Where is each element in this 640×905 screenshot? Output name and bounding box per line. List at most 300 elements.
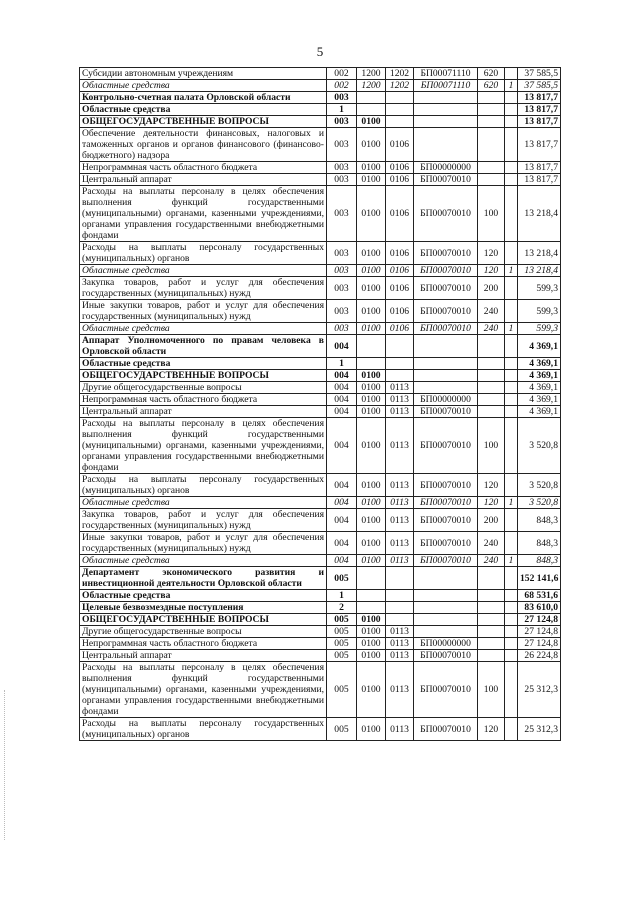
row-code-expense-type: [478, 626, 505, 638]
row-code-fund: [505, 358, 518, 370]
table-row: [80, 614, 561, 626]
row-code-target: БП00070010: [414, 662, 478, 718]
row-code-fund: 1: [505, 323, 518, 335]
row-code-expense-type: 620: [478, 80, 505, 92]
table-row: [80, 80, 561, 92]
table-row: [80, 567, 561, 590]
row-code-section: 1200: [357, 80, 386, 92]
row-code-subsection: [386, 567, 414, 590]
row-code-expense-type: [478, 638, 505, 650]
row-code-section: [357, 567, 386, 590]
row-sum: 4 369,1: [518, 358, 561, 370]
row-sum: 599,3: [518, 300, 561, 323]
table-row: [80, 323, 561, 335]
row-code-fund: 1: [505, 265, 518, 277]
row-code-target: БП00070010: [414, 242, 478, 265]
row-code-target: БП00070010: [414, 509, 478, 532]
table-row: [80, 335, 561, 358]
row-code-target: [414, 626, 478, 638]
row-code-subsection: 0113: [386, 532, 414, 555]
row-sum: 13 817,7: [518, 174, 561, 186]
row-code-target: БП00070010: [414, 277, 478, 300]
row-name: Расходы на выплаты персоналу в целях обеспечения выполнения функций государственными (муниципальными) органами, казенными учреждениями, органами управления государственными внебюджетными фондами: [80, 662, 327, 718]
row-name: Областные средства: [80, 590, 327, 602]
row-code-expense-type: 120: [478, 265, 505, 277]
row-sum: 37 585,5: [518, 80, 561, 92]
row-code-target: [414, 590, 478, 602]
table-row: [80, 474, 561, 497]
row-code-section: 0100: [357, 555, 386, 567]
row-code-fund: [505, 509, 518, 532]
table-row: [80, 370, 561, 382]
row-code-target: БП00071110: [414, 80, 478, 92]
row-code-target: [414, 614, 478, 626]
table-row: [80, 638, 561, 650]
row-code-expense-type: [478, 128, 505, 162]
row-code-section: 0100: [357, 186, 386, 242]
row-code-target: [414, 335, 478, 358]
row-code-expense-type: [478, 382, 505, 394]
row-code-section: 0100: [357, 406, 386, 418]
row-code-target: [414, 358, 478, 370]
row-code-subsection: [386, 92, 414, 104]
row-code-fund: [505, 614, 518, 626]
table-row: [80, 497, 561, 509]
row-code-fund: [505, 128, 518, 162]
row-code-expense-type: [478, 358, 505, 370]
row-code-subsection: [386, 602, 414, 614]
row-code-fund: [505, 382, 518, 394]
row-code-section: 0100: [357, 128, 386, 162]
row-code-section: 0100: [357, 509, 386, 532]
table-row: [80, 300, 561, 323]
row-name: Другие общегосударственные вопросы: [80, 626, 327, 638]
row-code-fund: [505, 650, 518, 662]
row-sum: 68 531,6: [518, 590, 561, 602]
table-row: [80, 358, 561, 370]
row-code-fund: [505, 174, 518, 186]
row-code-subsection: 0113: [386, 509, 414, 532]
row-code-section: [357, 104, 386, 116]
row-code-admin: 1: [327, 358, 357, 370]
table-row: [80, 602, 561, 614]
row-code-subsection: 1202: [386, 68, 414, 80]
row-code-fund: [505, 277, 518, 300]
row-name: Непрограммная часть областного бюджета: [80, 162, 327, 174]
row-code-expense-type: 240: [478, 555, 505, 567]
row-sum: 4 369,1: [518, 394, 561, 406]
row-code-section: 0100: [357, 382, 386, 394]
row-code-admin: 005: [327, 638, 357, 650]
table-row: [80, 418, 561, 474]
row-sum: 13 817,7: [518, 162, 561, 174]
row-code-admin: 003: [327, 174, 357, 186]
row-code-fund: [505, 662, 518, 718]
row-code-admin: 002: [327, 68, 357, 80]
row-code-admin: 1: [327, 590, 357, 602]
row-code-expense-type: [478, 116, 505, 128]
row-code-admin: 004: [327, 555, 357, 567]
row-code-admin: 002: [327, 80, 357, 92]
row-code-expense-type: 240: [478, 323, 505, 335]
row-name: Расходы на выплаты персоналу в целях обеспечения выполнения функций государственными (муниципальными) органами, казенными учреждениями, органами управления государственными внебюджетными фондами: [80, 418, 327, 474]
row-name: Закупка товаров, работ и услуг для обеспечения государственных (муниципальных) нужд: [80, 277, 327, 300]
row-code-target: [414, 116, 478, 128]
row-code-target: [414, 382, 478, 394]
row-code-fund: [505, 242, 518, 265]
row-code-subsection: 0113: [386, 555, 414, 567]
row-sum: 83 610,0: [518, 602, 561, 614]
row-name: Закупка товаров, работ и услуг для обеспечения государственных (муниципальных) нужд: [80, 509, 327, 532]
row-sum: 13 218,4: [518, 186, 561, 242]
row-code-expense-type: [478, 650, 505, 662]
row-name: Областные средства: [80, 80, 327, 92]
row-sum: 599,3: [518, 323, 561, 335]
row-sum: 152 141,6: [518, 567, 561, 590]
row-code-target: БП00070010: [414, 323, 478, 335]
row-code-admin: 003: [327, 128, 357, 162]
row-sum: 848,3: [518, 555, 561, 567]
row-code-target: БП00070010: [414, 174, 478, 186]
row-code-target: БП00070010: [414, 418, 478, 474]
row-code-target: БП00070010: [414, 300, 478, 323]
row-name: ОБЩЕГОСУДАРСТВЕННЫЕ ВОПРОСЫ: [80, 614, 327, 626]
row-code-target: [414, 567, 478, 590]
row-name: Другие общегосударственные вопросы: [80, 382, 327, 394]
row-code-section: 0100: [357, 265, 386, 277]
row-code-admin: 005: [327, 662, 357, 718]
row-name: Расходы на выплаты персоналу в целях обеспечения выполнения функций государственными (муниципальными) органами, казенными учреждениями, органами управления государственными внебюджетными фондами: [80, 186, 327, 242]
row-code-expense-type: 100: [478, 662, 505, 718]
table-row: [80, 509, 561, 532]
table-row: [80, 116, 561, 128]
table-row: [80, 265, 561, 277]
row-code-section: [357, 92, 386, 104]
row-sum: 27 124,8: [518, 638, 561, 650]
row-code-subsection: 0106: [386, 265, 414, 277]
row-name: Департамент экономического развития и инвестиционной деятельности Орловской области: [80, 567, 327, 590]
row-name: Расходы на выплаты персоналу государственных (муниципальных) органов: [80, 242, 327, 265]
row-sum: 25 312,3: [518, 662, 561, 718]
row-code-fund: [505, 92, 518, 104]
row-code-fund: [505, 602, 518, 614]
table-row: [80, 532, 561, 555]
row-code-admin: 003: [327, 265, 357, 277]
row-code-admin: 003: [327, 116, 357, 128]
table-row: [80, 406, 561, 418]
row-sum: 13 817,7: [518, 128, 561, 162]
row-code-subsection: [386, 590, 414, 602]
row-code-subsection: 0106: [386, 300, 414, 323]
row-code-admin: 004: [327, 406, 357, 418]
row-code-section: 0100: [357, 116, 386, 128]
row-code-admin: 003: [327, 300, 357, 323]
row-code-admin: 003: [327, 277, 357, 300]
row-code-admin: 003: [327, 242, 357, 265]
row-code-subsection: 0113: [386, 638, 414, 650]
table-row: [80, 68, 561, 80]
row-code-admin: 004: [327, 394, 357, 406]
row-code-fund: [505, 718, 518, 741]
row-code-expense-type: [478, 614, 505, 626]
margin-dotted-line: [4, 690, 7, 840]
table-row: [80, 242, 561, 265]
row-code-fund: 1: [505, 80, 518, 92]
row-code-fund: [505, 406, 518, 418]
row-code-section: [357, 335, 386, 358]
row-code-expense-type: 620: [478, 68, 505, 80]
page-number: 5: [316, 44, 324, 59]
row-sum: 4 369,1: [518, 406, 561, 418]
row-code-section: [357, 602, 386, 614]
row-code-subsection: [386, 358, 414, 370]
row-name: ОБЩЕГОСУДАРСТВЕННЫЕ ВОПРОСЫ: [80, 116, 327, 128]
row-code-target: [414, 104, 478, 116]
row-code-section: [357, 590, 386, 602]
row-code-subsection: 0106: [386, 128, 414, 162]
row-code-fund: [505, 116, 518, 128]
row-sum: 3 520,8: [518, 474, 561, 497]
row-sum: 848,3: [518, 509, 561, 532]
row-code-fund: [505, 418, 518, 474]
row-code-admin: 004: [327, 335, 357, 358]
row-code-section: 0100: [357, 474, 386, 497]
row-code-target: БП00070010: [414, 406, 478, 418]
row-sum: 4 369,1: [518, 370, 561, 382]
row-code-expense-type: [478, 406, 505, 418]
row-code-subsection: 0106: [386, 277, 414, 300]
row-code-subsection: 0106: [386, 323, 414, 335]
row-code-subsection: [386, 104, 414, 116]
row-code-subsection: 0113: [386, 497, 414, 509]
row-code-section: 0100: [357, 626, 386, 638]
row-code-subsection: 1202: [386, 80, 414, 92]
row-name: Расходы на выплаты персоналу государственных (муниципальных) органов: [80, 474, 327, 497]
row-sum: 3 520,8: [518, 418, 561, 474]
row-code-expense-type: 120: [478, 474, 505, 497]
table-row: [80, 662, 561, 718]
row-code-subsection: 0113: [386, 418, 414, 474]
row-name: Центральный аппарат: [80, 174, 327, 186]
row-code-fund: [505, 370, 518, 382]
row-code-expense-type: 120: [478, 497, 505, 509]
row-sum: 3 520,8: [518, 497, 561, 509]
row-sum: 25 312,3: [518, 718, 561, 741]
row-code-fund: [505, 104, 518, 116]
row-code-section: 0100: [357, 162, 386, 174]
row-code-section: 0100: [357, 370, 386, 382]
row-sum: 37 585,5: [518, 68, 561, 80]
row-code-fund: [505, 186, 518, 242]
row-code-admin: 1: [327, 104, 357, 116]
row-code-target: [414, 128, 478, 162]
row-sum: 13 817,7: [518, 116, 561, 128]
row-code-admin: 003: [327, 323, 357, 335]
row-code-expense-type: 120: [478, 242, 505, 265]
row-code-expense-type: 200: [478, 277, 505, 300]
table-row: [80, 718, 561, 741]
row-sum: 848,3: [518, 532, 561, 555]
table-row: [80, 555, 561, 567]
row-code-subsection: 0106: [386, 162, 414, 174]
row-name: Расходы на выплаты персоналу государственных (муниципальных) органов: [80, 718, 327, 741]
row-code-subsection: 0113: [386, 406, 414, 418]
row-code-admin: 005: [327, 567, 357, 590]
row-name: Субсидии автономным учреждениям: [80, 68, 327, 80]
budget-table: [79, 67, 561, 741]
row-code-admin: 004: [327, 382, 357, 394]
row-code-subsection: 0113: [386, 394, 414, 406]
row-code-target: БП00070010: [414, 474, 478, 497]
row-code-admin: 005: [327, 650, 357, 662]
table-row: [80, 92, 561, 104]
row-code-subsection: 0113: [386, 662, 414, 718]
row-sum: 13 218,4: [518, 265, 561, 277]
row-code-admin: 2: [327, 602, 357, 614]
table-row: [80, 174, 561, 186]
row-name: Центральный аппарат: [80, 650, 327, 662]
row-code-section: 0100: [357, 277, 386, 300]
row-sum: 26 224,8: [518, 650, 561, 662]
table-row: [80, 590, 561, 602]
row-name: Областные средства: [80, 497, 327, 509]
row-code-expense-type: [478, 335, 505, 358]
row-code-expense-type: 200: [478, 509, 505, 532]
row-code-section: 0100: [357, 650, 386, 662]
row-code-section: 0100: [357, 718, 386, 741]
table-row: [80, 162, 561, 174]
row-name: Целевые безвозмездные поступления: [80, 602, 327, 614]
row-name: ОБЩЕГОСУДАРСТВЕННЫЕ ВОПРОСЫ: [80, 370, 327, 382]
table-row: [80, 650, 561, 662]
row-code-section: 0100: [357, 418, 386, 474]
row-sum: 13 817,7: [518, 104, 561, 116]
row-code-admin: 004: [327, 370, 357, 382]
row-code-subsection: 0113: [386, 718, 414, 741]
row-code-subsection: 0113: [386, 650, 414, 662]
row-code-section: 0100: [357, 174, 386, 186]
row-code-subsection: [386, 116, 414, 128]
row-code-target: БП00070010: [414, 718, 478, 741]
row-sum: 13 817,7: [518, 92, 561, 104]
row-sum: 27 124,8: [518, 614, 561, 626]
row-code-admin: 003: [327, 92, 357, 104]
row-code-fund: [505, 567, 518, 590]
row-code-target: БП00000000: [414, 162, 478, 174]
row-code-section: 0100: [357, 300, 386, 323]
row-code-section: 0100: [357, 614, 386, 626]
row-code-fund: [505, 335, 518, 358]
row-sum: 4 369,1: [518, 335, 561, 358]
row-name: Непрограммная часть областного бюджета: [80, 638, 327, 650]
row-name: Непрограммная часть областного бюджета: [80, 394, 327, 406]
row-code-fund: [505, 590, 518, 602]
row-code-admin: 004: [327, 509, 357, 532]
row-code-expense-type: 240: [478, 532, 505, 555]
row-name: Областные средства: [80, 104, 327, 116]
row-code-target: БП00000000: [414, 638, 478, 650]
row-code-admin: 003: [327, 162, 357, 174]
row-code-fund: [505, 532, 518, 555]
row-code-expense-type: 120: [478, 718, 505, 741]
table-row: [80, 382, 561, 394]
row-code-section: 0100: [357, 242, 386, 265]
row-code-target: БП00070010: [414, 532, 478, 555]
row-code-section: 0100: [357, 497, 386, 509]
row-code-fund: [505, 68, 518, 80]
row-code-target: БП00070010: [414, 186, 478, 242]
row-code-expense-type: [478, 104, 505, 116]
table-body: [80, 68, 561, 741]
row-code-expense-type: 100: [478, 186, 505, 242]
row-code-target: [414, 370, 478, 382]
row-code-admin: 005: [327, 718, 357, 741]
row-sum: 599,3: [518, 277, 561, 300]
table-row: [80, 626, 561, 638]
row-code-section: 0100: [357, 394, 386, 406]
row-sum: 13 218,4: [518, 242, 561, 265]
row-code-admin: 004: [327, 418, 357, 474]
row-code-admin: 003: [327, 186, 357, 242]
row-code-admin: 004: [327, 474, 357, 497]
row-code-subsection: 0113: [386, 474, 414, 497]
row-name: Обеспечение деятельности финансовых, налоговых и таможенных органов и органов финансового (финансово-бюджетного) надзора: [80, 128, 327, 162]
row-sum: 4 369,1: [518, 382, 561, 394]
row-code-fund: [505, 474, 518, 497]
row-code-target: БП00070010: [414, 265, 478, 277]
row-code-expense-type: 100: [478, 418, 505, 474]
row-code-section: 1200: [357, 68, 386, 80]
row-code-fund: [505, 394, 518, 406]
row-code-admin: 005: [327, 614, 357, 626]
row-code-subsection: 0113: [386, 382, 414, 394]
table-row: [80, 186, 561, 242]
row-sum: 27 124,8: [518, 626, 561, 638]
row-code-fund: 1: [505, 497, 518, 509]
row-code-expense-type: [478, 162, 505, 174]
row-code-expense-type: [478, 602, 505, 614]
row-code-subsection: [386, 335, 414, 358]
row-name: Иные закупки товаров, работ и услуг для обеспечения государственных (муниципальных) нужд: [80, 300, 327, 323]
row-code-subsection: 0106: [386, 174, 414, 186]
row-code-section: 0100: [357, 638, 386, 650]
row-code-expense-type: [478, 590, 505, 602]
row-code-section: [357, 358, 386, 370]
row-name: Центральный аппарат: [80, 406, 327, 418]
row-code-expense-type: [478, 174, 505, 186]
row-code-subsection: 0106: [386, 242, 414, 265]
row-name: Контрольно-счетная палата Орловской области: [80, 92, 327, 104]
row-code-target: [414, 92, 478, 104]
row-code-section: 0100: [357, 532, 386, 555]
row-name: Аппарат Уполномоченного по правам человека в Орловской области: [80, 335, 327, 358]
row-code-target: БП00070010: [414, 650, 478, 662]
table-row: [80, 277, 561, 300]
table-row: [80, 104, 561, 116]
row-code-section: 0100: [357, 323, 386, 335]
row-code-target: БП00000000: [414, 394, 478, 406]
row-code-expense-type: [478, 92, 505, 104]
row-code-target: БП00071110: [414, 68, 478, 80]
row-code-subsection: 0113: [386, 626, 414, 638]
row-code-expense-type: [478, 567, 505, 590]
row-code-expense-type: [478, 370, 505, 382]
row-code-target: БП00070010: [414, 497, 478, 509]
row-code-fund: [505, 300, 518, 323]
row-code-expense-type: 240: [478, 300, 505, 323]
row-code-fund: 1: [505, 555, 518, 567]
row-code-target: [414, 602, 478, 614]
